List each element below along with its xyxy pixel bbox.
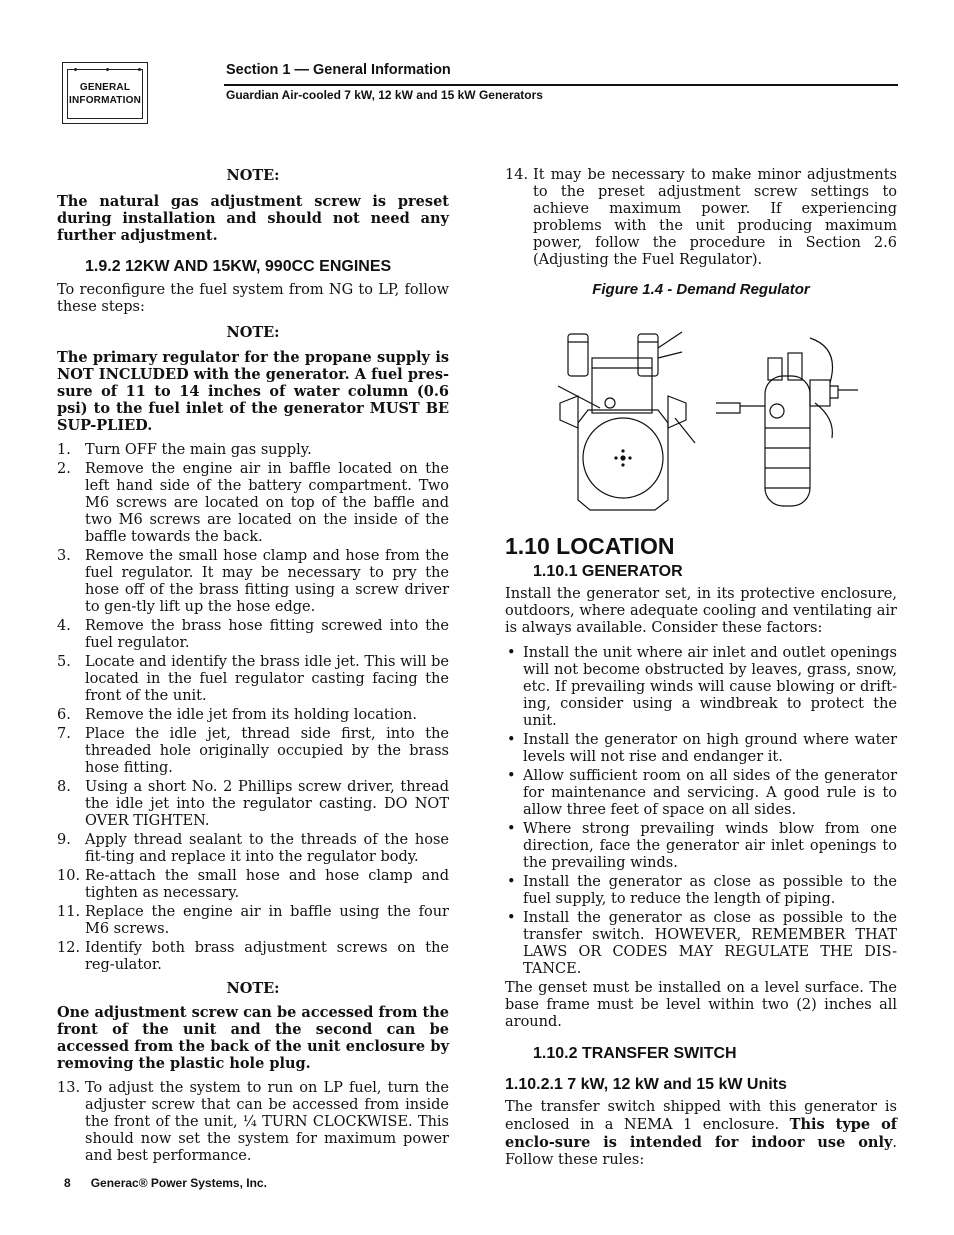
- list-item: 3. Remove the small hose clamp and hose from the fuel regulator. It may be necessary to pry the hose off of the brass fitting using a screw driver to gen-tly lift up the hose edge.: [57, 548, 449, 615]
- left-column: [57, 167, 449, 1165]
- note-text: One adjustment screw can be accessed from the front of the unit and the second can be accessed from the back of the unit enclosure by removing the plastic hole plug.: [57, 1004, 449, 1072]
- heading-1-10-2: 1.10.2 TRANSFER SWITCH: [533, 1045, 737, 1062]
- list-item: 6. Remove the idle jet from its holding location.: [57, 707, 418, 723]
- list-item: • Install the unit where air inlet and outlet openings will not become obstructed by leaves, grass, snow, etc. If prevailing winds will cause blowing or drift-ing, consider using a windbreak to protect the unit.: [507, 645, 897, 729]
- note-label: NOTE:: [226, 167, 280, 184]
- list-item: 10. Re-attach the small hose and hose clamp and tighten as necessary.: [57, 868, 449, 901]
- list-item: 14. It may be necessary to make minor adjustments to the preset adjustment screw settings to achieve maximum power. If experiencing problems with the unit producing maximum power, follow the procedure in Section 2.6 (Adjusting the Fuel Regulator).: [505, 167, 897, 268]
- transfer-switch-text: The transfer switch shipped with this generator is enclosed in a NEMA 1 enclosure. This type of enclo-sure is intended for indoor use only. Follow these rules:: [505, 1099, 897, 1168]
- side-outlet: [810, 380, 830, 406]
- level-text: The genset must be installed on a level surface. The base frame must be level within two (2) inches all around.: [505, 980, 897, 1030]
- list-item: • Install the generator as close as possible to the transfer switch. HOWEVER, REMEMBER THAT LAWS OR CODES MAY REGULATE THE DIS-TANCE.: [507, 910, 897, 977]
- right-column-lower: [505, 533, 897, 1169]
- generator-intro: Install the generator set, in its protective enclosure, outdoors, where adequate cooling and ventilating air is always available. Consider these factors:: [505, 586, 897, 636]
- list-item: 9. Apply thread sealant to the threads of the hose fit-ting and replace it into the regulator body.: [57, 832, 449, 865]
- document-subtitle: Guardian Air-cooled 7 kW, 12 kW and 15 kW Generators: [226, 88, 543, 102]
- steps-list: [57, 1080, 449, 1165]
- steps-list: [57, 442, 449, 974]
- badge-line-1: GENERAL: [79, 82, 131, 93]
- right-fitting: [638, 334, 658, 376]
- section-title: Section 1 — General Information: [226, 62, 451, 78]
- heading-1-10-2-1: 1.10.2.1 7 kW, 12 kW and 15 kW Units: [505, 1076, 787, 1093]
- heading-1-10-location: 1.10 LOCATION: [505, 533, 675, 559]
- regulator-body: [592, 358, 652, 413]
- list-item: 11. Replace the engine air in baffle using the four M6 screws.: [57, 904, 449, 937]
- section-badge: [62, 62, 148, 124]
- list-item: 13. To adjust the system to run on LP fuel, turn the adjuster screw that can be accessed from inside the front of the unit, ¼ TURN CLOCKWISE. This should now set the system for maximum power and best performance.: [57, 1080, 449, 1164]
- list-item: 4. Remove the brass hose fitting screwed into the fuel regulator.: [57, 618, 449, 651]
- inlet-flange: [560, 396, 578, 428]
- header-rule: [224, 84, 898, 86]
- list-item: 8. Using a short No. 2 Phillips screw driver, thread the idle jet into the regulator casting. DO NOT OVER TIGHTEN.: [57, 779, 449, 829]
- bullet-list: [505, 645, 897, 978]
- list-item: 1. Turn OFF the main gas supply.: [57, 442, 312, 458]
- left-fitting: [568, 334, 588, 376]
- list-item: 2. Remove the engine air in baffle located on the left hand side of the battery compartment. Two M6 screws are located on top of the baffle and two M6 screws are located on the inside of the baffle towards the back.: [57, 461, 449, 545]
- right-column: [505, 167, 897, 298]
- note-label: NOTE:: [226, 324, 280, 341]
- side-adjust-dial: [770, 404, 784, 418]
- note-text: The natural gas adjustment screw is preset during installation and should not need any further adjustment.: [57, 193, 449, 244]
- side-view-body: [765, 376, 810, 506]
- steps-list: [505, 167, 897, 269]
- list-item: • Allow sufficient room on all sides of the generator for maintenance and servicing. A good rule is to allow three feet of space on all sides.: [507, 768, 897, 818]
- figure-caption: Figure 1.4 - Demand Regulator: [592, 281, 810, 298]
- list-item: • Where strong prevailing winds blow from one direction, face the generator air inlet openings to the prevailing winds.: [507, 821, 897, 871]
- heading-1-9-2: 1.9.2 12KW AND 15KW, 990CC ENGINES: [85, 258, 392, 275]
- note-label: NOTE:: [226, 980, 280, 997]
- page-number: 8: [64, 1176, 71, 1190]
- demand-regulator-figure: [540, 328, 860, 518]
- page-footer: [64, 1176, 267, 1190]
- list-item: 7. Place the idle jet, thread side first, into the threaded hole originally occupied by the brass hose fitting.: [57, 726, 449, 776]
- list-item: 12. Identify both brass adjustment screws on the reg-ulator.: [57, 940, 449, 973]
- intro-text: To reconfigure the fuel system from NG to LP, follow these steps:: [57, 282, 449, 315]
- note-text: The primary regulator for the propane supply is NOT INCLUDED with the generator. A fuel pres-sure of 11 to 14 inches of water column (0.6 psi) to the fuel inlet of the generator MUST BE SUP-PLIED.: [57, 349, 449, 434]
- badge-line-2: INFORMATION: [68, 95, 141, 106]
- company-name: Generac® Power Systems, Inc.: [90, 1176, 267, 1190]
- list-item: 5. Locate and identify the brass idle jet. This will be located in the fuel regulator casting facing the front of the unit.: [57, 654, 449, 704]
- list-item: • Install the generator as close as possible to the fuel supply, to reduce the length of piping.: [507, 874, 897, 907]
- adjust-screw: [605, 398, 615, 408]
- outlet-flange: [668, 396, 686, 428]
- heading-1-10-1: 1.10.1 GENERATOR: [533, 563, 683, 580]
- list-item: • Install the generator on high ground where water levels will not rise and endanger it.: [507, 732, 897, 765]
